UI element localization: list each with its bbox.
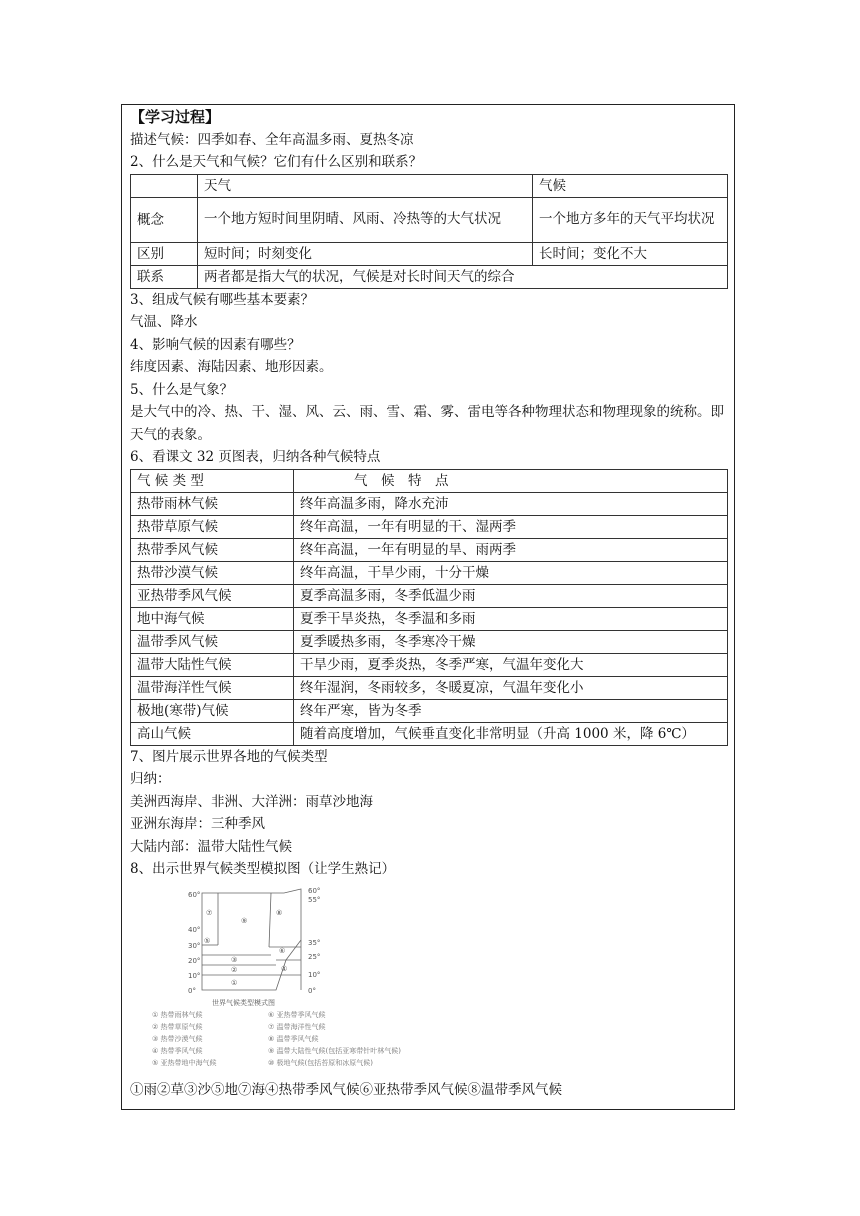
legend-item: ⑤ 亚热带地中海气候 bbox=[152, 1058, 217, 1067]
svg-text:⑥: ⑥ bbox=[279, 946, 286, 955]
climate-feature-cell: 终年湿润，冬雨较多，冬暖夏凉，气温年变化小 bbox=[294, 676, 728, 699]
intro-text: 描述气候：四季如春、全年高温多雨、夏热冬凉 bbox=[130, 131, 414, 148]
climate-type-cell: 温带大陆性气候 bbox=[131, 653, 294, 676]
link-cell: 两者都是指大气的状况，气候是对长时间天气的综合 bbox=[198, 265, 728, 288]
svg-text:⑤: ⑤ bbox=[204, 936, 211, 945]
table-row bbox=[131, 676, 728, 699]
lat-label: 0° bbox=[188, 986, 196, 995]
svg-text:②: ② bbox=[231, 965, 238, 974]
lat-label: 10° bbox=[188, 971, 201, 980]
table-header-cell: 气 候 特 点 bbox=[294, 469, 728, 492]
climate-feature-cell: 终年高温，干旱少雨，十分干燥 bbox=[294, 561, 728, 584]
table-row bbox=[131, 265, 728, 288]
table-header-cell: 天气 bbox=[198, 174, 533, 197]
table-row bbox=[131, 174, 728, 197]
question-7: 7、图片展示世界各地的气候类型 bbox=[130, 748, 328, 765]
climate-cell: 长时间；变化不大 bbox=[533, 242, 728, 265]
weather-climate-table bbox=[130, 174, 728, 289]
table-row bbox=[131, 630, 728, 653]
svg-text:⑧: ⑧ bbox=[276, 908, 283, 917]
legend-item: ① 热带雨林气候 bbox=[152, 1010, 203, 1019]
legend-item: ⑨ 温带大陆性气候(包括亚寒带针叶林气候) bbox=[268, 1046, 401, 1055]
svg-text:④: ④ bbox=[281, 964, 288, 973]
table-row bbox=[131, 699, 728, 722]
climate-type-cell: 高山气候 bbox=[131, 722, 294, 745]
lat-label: 25° bbox=[308, 952, 321, 961]
climate-feature-cell: 终年高温，一年有明显的旱、雨两季 bbox=[294, 538, 728, 561]
table-row bbox=[131, 492, 728, 515]
answer-3: 气温、降水 bbox=[130, 314, 198, 330]
svg-text:①: ① bbox=[231, 978, 238, 987]
table-row bbox=[131, 584, 728, 607]
climate-type-cell: 热带季风气候 bbox=[131, 538, 294, 561]
legend-item: ⑦ 温带海洋性气候 bbox=[268, 1022, 326, 1031]
svg-text:③: ③ bbox=[231, 955, 238, 964]
climate-feature-cell: 夏季高温多雨，冬季低温少雨 bbox=[294, 584, 728, 607]
climate-feature-cell: 夏季暖热多雨，冬季寒冷干燥 bbox=[294, 630, 728, 653]
question-3: 3、组成气候有哪些基本要素？ bbox=[130, 291, 315, 308]
climate-types-table bbox=[130, 469, 728, 746]
answer-8: ①雨②草③沙⑤地⑦海④热带季风气候⑥亚热带季风气候⑧温带季风气候 bbox=[130, 1081, 562, 1098]
lat-label: 40° bbox=[188, 925, 201, 934]
table-row bbox=[131, 197, 728, 242]
table-row bbox=[131, 653, 728, 676]
question-2: 2、什么是天气和气候？它们有什么区别和联系？ bbox=[130, 154, 423, 170]
table-header-cell: 气 候 类 型 bbox=[131, 469, 294, 492]
continent-outline bbox=[202, 889, 301, 990]
question-8: 8、出示世界气候类型模拟图（让学生熟记） bbox=[130, 861, 396, 877]
lat-label: 60° bbox=[308, 886, 321, 895]
climate-feature-cell: 随着高度增加，气候垂直变化非常明显（升高 1000 米，降 6℃） bbox=[294, 722, 728, 745]
lat-label: 55° bbox=[308, 895, 321, 904]
climate-type-cell: 极地(寒带)气候 bbox=[131, 699, 294, 722]
document-content bbox=[130, 106, 730, 1101]
climate-type-cell: 温带海洋性气候 bbox=[131, 676, 294, 699]
climate-feature-cell: 干旱少雨，夏季炎热，冬季严寒，气温年变化大 bbox=[294, 653, 728, 676]
legend-item: ⑥ 亚热带季风气候 bbox=[268, 1010, 326, 1019]
legend-item: ⑩ 极地气候(包括苔原和冰原气候) bbox=[268, 1058, 373, 1067]
table-row bbox=[131, 607, 728, 630]
climate-type-cell: 地中海气候 bbox=[131, 607, 294, 630]
summary-item: 美洲西海岸、非洲、大洋洲：雨草沙地海 bbox=[130, 793, 373, 810]
table-header-cell: 气候 bbox=[533, 174, 728, 197]
climate-model-diagram bbox=[136, 885, 436, 1075]
lat-label: 35° bbox=[308, 938, 321, 947]
legend-item: ④ 热带季风气候 bbox=[152, 1046, 203, 1055]
table-row bbox=[131, 469, 728, 492]
question-5: 5、什么是气象？ bbox=[130, 381, 234, 398]
climate-feature-cell: 终年高温，一年有明显的干、湿两季 bbox=[294, 515, 728, 538]
weather-cell: 一个地方短时间里阴晴、风雨、冷热等的大气状况 bbox=[198, 197, 533, 242]
summary-item: 亚洲东海岸：三种季风 bbox=[130, 816, 265, 832]
section-heading: 【学习过程】 bbox=[130, 108, 221, 126]
climate-feature-cell: 夏季干旱炎热，冬季温和多雨 bbox=[294, 607, 728, 630]
legend-item: ② 热带草原气候 bbox=[152, 1022, 203, 1031]
climate-type-cell: 热带雨林气候 bbox=[131, 492, 294, 515]
table-row bbox=[131, 242, 728, 265]
svg-text:⑨: ⑨ bbox=[241, 916, 248, 925]
lat-label: 60° bbox=[188, 890, 201, 899]
lat-label: 20° bbox=[188, 956, 201, 965]
row-label: 联系 bbox=[131, 265, 198, 288]
table-header-cell bbox=[131, 174, 198, 197]
diagram-title: 世界气候类型模式图 bbox=[212, 998, 275, 1007]
climate-feature-cell: 终年严寒，皆为冬季 bbox=[294, 699, 728, 722]
lat-label: 0° bbox=[308, 986, 316, 995]
lat-label: 30° bbox=[188, 941, 201, 950]
table-row bbox=[131, 561, 728, 584]
climate-type-cell: 亚热带季风气候 bbox=[131, 584, 294, 607]
climate-type-cell: 热带草原气候 bbox=[131, 515, 294, 538]
summary-item: 大陆内部：温带大陆性气候 bbox=[130, 838, 292, 855]
table-row bbox=[131, 538, 728, 561]
row-label: 概念 bbox=[131, 197, 198, 242]
question-4: 4、影响气候的因素有哪些？ bbox=[130, 336, 301, 353]
question-6: 6、看课文 32 页图表，归纳各种气候特点 bbox=[130, 449, 381, 465]
legend-item: ③ 热带沙漠气候 bbox=[152, 1034, 203, 1043]
climate-type-cell: 温带季风气候 bbox=[131, 630, 294, 653]
svg-text:⑦: ⑦ bbox=[206, 908, 213, 917]
row-label: 区别 bbox=[131, 242, 198, 265]
climate-cell: 一个地方多年的天气平均状况 bbox=[533, 197, 728, 242]
climate-feature-cell: 终年高温多雨，降水充沛 bbox=[294, 492, 728, 515]
climate-type-cell: 热带沙漠气候 bbox=[131, 561, 294, 584]
table-row bbox=[131, 515, 728, 538]
answer-5: 是大气中的冷、热、干、湿、风、云、雨、雪、霜、雾、雷电等各种物理状态和物理现象的统称。即天气的表象。 bbox=[130, 404, 724, 443]
legend-item: ⑧ 温带季风气候 bbox=[268, 1034, 319, 1043]
summary-label: 归纳： bbox=[130, 771, 171, 787]
answer-4: 纬度因素、海陆因素、地形因素。 bbox=[130, 359, 333, 375]
lat-label: 10° bbox=[308, 970, 321, 979]
table-row bbox=[131, 722, 728, 745]
weather-cell: 短时间；时刻变化 bbox=[198, 242, 533, 265]
